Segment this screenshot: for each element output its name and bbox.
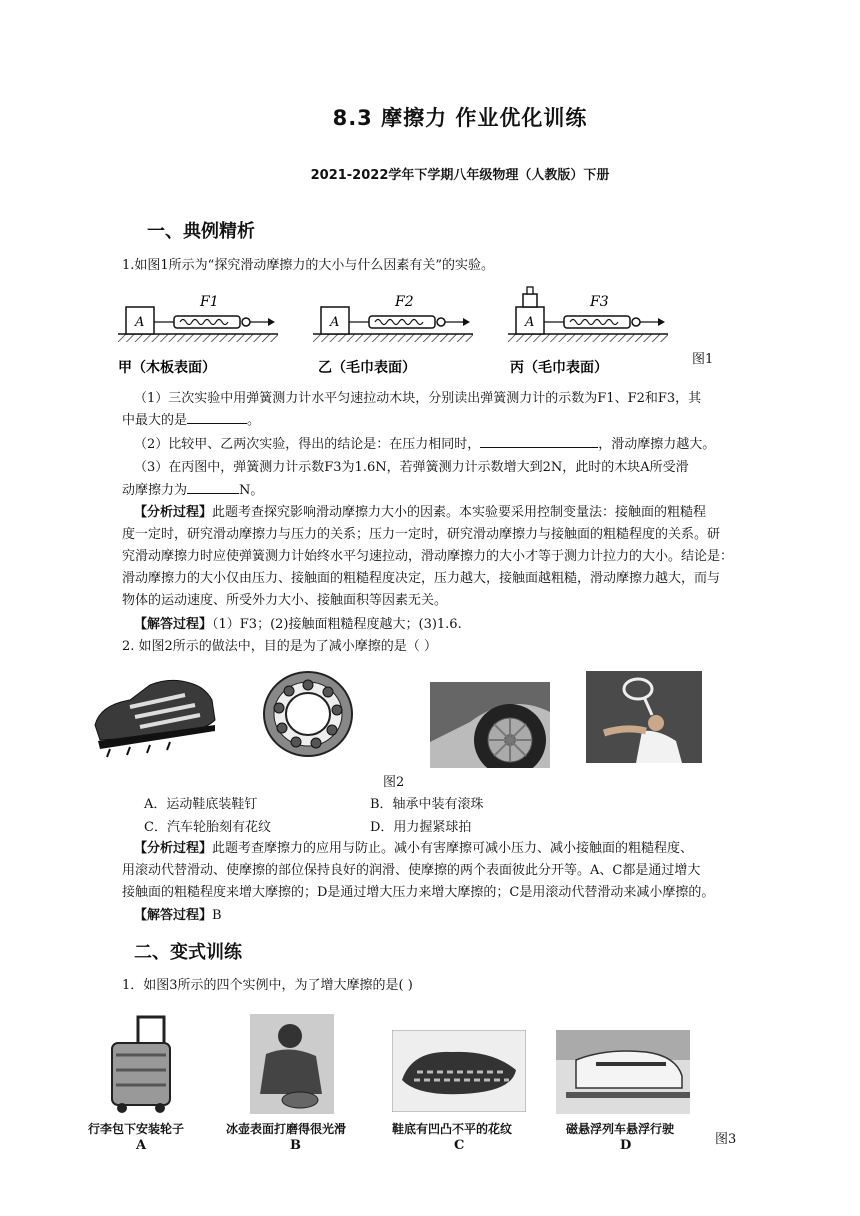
setup-bing [508, 287, 668, 342]
section-heading-1: 一、典例精析 [147, 221, 255, 242]
q1-part3-line1: （3）在丙图中，弹簧测力计示数F3为1.6N，若弹簧测力计示数增大到2N，此时的木块A所受滑 [134, 460, 689, 475]
block-label: A [525, 315, 535, 330]
maglev-train-image [556, 1030, 690, 1114]
caption-jia: 甲（木板表面） [118, 360, 216, 376]
weight [523, 294, 537, 307]
caption-bing: 丙（毛巾表面） [510, 360, 608, 376]
q1-answer: 【解答过程】（1）F3；(2)接触面粗糙程度越大；(3)1.6. [134, 617, 462, 632]
spring-scale [174, 316, 240, 328]
setup-jia [118, 294, 278, 342]
q2-stem: 2. 如图2所示的做法中，目的是为了减小摩擦的是（ ） [122, 639, 437, 654]
spring-scale [564, 316, 630, 328]
ball-bearing-image [258, 668, 358, 760]
figure-3-label: 图3 [715, 1132, 737, 1147]
fig3-caption-a: 行李包下安装轮子 [88, 1122, 185, 1136]
q1-part1-line1: （1）三次实验中用弹簧测力计水平匀速拉动木块，分别读出弹簧测力计的示数为F1、F2和F3，其 [134, 391, 702, 406]
q1-stem: 1.如图1所示为“探究滑动摩擦力的大小与什么因素有关”的实验。 [122, 258, 494, 273]
fig3-letter-a: A [136, 1138, 147, 1153]
section-heading-2: 二、变式训练 [134, 942, 242, 963]
fig3-caption-d: 磁悬浮列车悬浮行驶 [566, 1122, 675, 1136]
shoe-sole-image [392, 1030, 526, 1112]
figure-2-label: 图2 [383, 775, 405, 790]
fig3-caption-c: 鞋底有凹凸不平的花纹 [392, 1122, 513, 1136]
force-label-2: F2 [395, 294, 414, 310]
q2-option-b: B．轴承中装有滚珠 [370, 797, 484, 812]
q1-part3-line2: 动摩擦力为 N。 [122, 479, 263, 501]
fig3-letter-d: D [620, 1138, 632, 1153]
luggage-wheels-image [100, 1015, 180, 1115]
q1-analysis-line3: 究滑动摩擦力时应使弹簧测力计始终水平匀速拉动，滑动摩擦力的大小才等于测力计拉力的大小。结论是： [122, 549, 734, 564]
q2-option-d: D．用力握紧球拍 [370, 820, 472, 835]
figure-1 [118, 282, 678, 382]
q2-analysis-line3: 接触面的粗糙程度来增大摩擦的；D是通过增大压力来增大摩擦的；C是用滚动代替滑动来减小摩擦的。 [122, 885, 715, 900]
q2-analysis-line2: 用滚动代替滑动、使摩擦的部位保持良好的润滑、使摩擦的两个表面彼此分开等。A、C都是通过增大 [122, 863, 701, 878]
q2-option-a: A．运动鞋底装鞋钉 [144, 797, 258, 812]
q1-analysis-line2: 度一定时，研究滑动摩擦力与压力的关系；压力一定时，研究滑动摩擦力与接触面的粗糙程度的关系。研 [122, 527, 721, 542]
figure-1-label: 图1 [692, 352, 714, 367]
fig3-letter-c: C [454, 1138, 465, 1153]
q2-analysis-line1: 【分析过程】此题考查摩擦力的应用与防止。减小有害摩擦可减小压力、减小接触面的粗糙程度、 [134, 841, 694, 856]
curling-image [250, 1014, 334, 1114]
q3-stem: 1．如图3所示的四个实例中，为了增大摩擦的是( ) [122, 978, 413, 993]
fig3-caption-b: 冰壶表面打磨得很光滑 [226, 1122, 347, 1136]
caption-yi: 乙（毛巾表面） [318, 360, 416, 376]
block-label: A [135, 315, 145, 330]
spring-scale [369, 316, 435, 328]
towel-surface [508, 334, 668, 342]
q1-part1-line2: 中最大的是 。 [122, 409, 260, 431]
q2-option-c: C．汽车轮胎刻有花纹 [144, 820, 271, 835]
fig3-letter-b: B [290, 1138, 301, 1153]
car-tire-image [430, 682, 550, 768]
q1-analysis-line5: 物体的运动速度、所受外力大小、接触面积等因素无关。 [122, 593, 448, 608]
block-label: A [330, 315, 340, 330]
force-label-3: F3 [590, 294, 609, 310]
setup-yi [313, 294, 473, 342]
board-surface [118, 334, 278, 342]
q1-analysis-line1: 【分析过程】此题考查探究影响滑动摩擦力大小的因素。本实验要采用控制变量法：接触面的粗糙程 [134, 505, 707, 520]
q2-answer: 【解答过程】B [134, 908, 222, 923]
tennis-player-image [586, 671, 702, 763]
towel-surface [313, 334, 473, 342]
force-label-1: F1 [200, 294, 219, 310]
q1-analysis-line4: 滑动摩擦力的大小仅由压力、接触面的粗糙程度决定，压力越大，接触面越粗糙，滑动摩擦力越大，而与 [122, 571, 721, 586]
running-shoe-image [90, 665, 220, 760]
page-subtitle: 2021-2022学年下学期八年级物理（人教版）下册 [310, 168, 610, 183]
page-title: 8.3 摩擦力 作业优化训练 [332, 106, 588, 130]
q1-part2: （2）比较甲、乙两次实验，得出的结论是：在压力相同时， ，滑动摩擦力越大。 [134, 433, 715, 455]
